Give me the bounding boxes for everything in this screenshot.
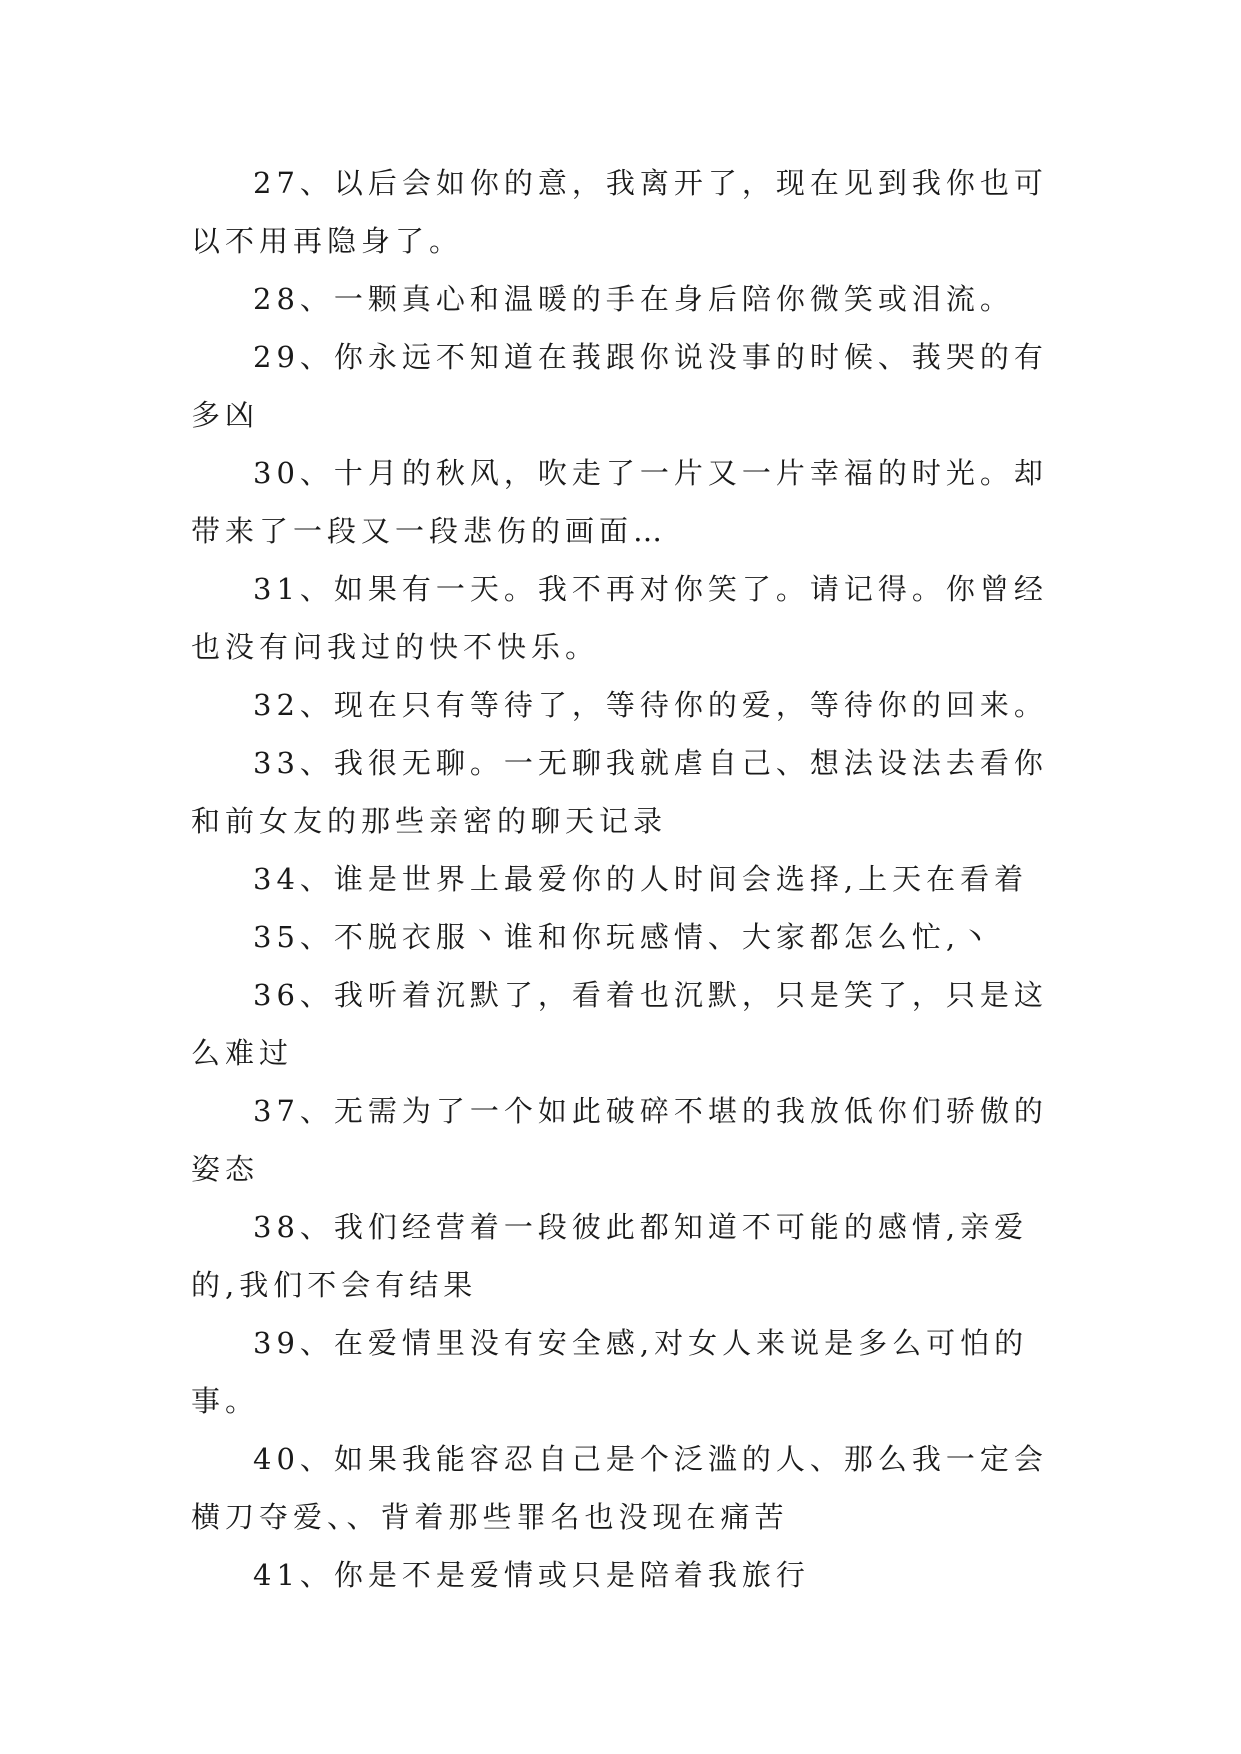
paragraph-31: 31、如果有一天。我不再对你笑了。请记得。你曾经也没有问我过的快不快乐。 [191,572,1048,664]
paragraph-39: 39、在爱情里没有安全感,对女人来说是多么可怕的事。 [191,1326,1029,1418]
paragraph-40: 40、如果我能容忍自己是个泛滥的人、那么我一定会横刀夺爱、、背着那些罪名也没现在痛苦 [191,1442,1048,1534]
paragraph-38: 38、我们经营着一段彼此都知道不可能的感情,亲爱的,我们不会有结果 [191,1210,1029,1302]
paragraph-33: 33、我很无聊。一无聊我就虐自己、想法设法去看你和前女友的那些亲密的聊天记录 [191,746,1048,838]
paragraph-34: 34、谁是世界上最爱你的人时间会选择,上天在看着 [253,862,1029,896]
paragraph-28: 28、一颗真心和温暖的手在身后陪你微笑或泪流。 [253,282,1014,316]
paragraph-41: 41、你是不是爱情或只是陪着我旅行 [253,1558,810,1592]
paragraph-36: 36、我听着沉默了，看着也沉默，只是笑了，只是这么难过 [191,978,1048,1070]
paragraph-29: 29、你永远不知道在莪跟你说没事的时候、莪哭的有多凶 [191,340,1048,432]
paragraph-27: 27、以后会如你的意，我离开了，现在见到我你也可以不用再隐身了。 [191,166,1048,258]
paragraph-32: 32、现在只有等待了，等待你的爱，等待你的回来。 [253,688,1048,722]
paragraph-30: 30、十月的秋风，吹走了一片又一片幸福的时光。却带来了一段又一段悲伤的画面… [191,456,1048,548]
document-body [191,154,1071,1604]
paragraph-35: 35、不脱衣服丶谁和你玩感情、大家都怎么忙,丶 [253,920,995,954]
paragraph-37: 37、无需为了一个如此破碎不堪的我放低你们骄傲的姿态 [191,1094,1048,1186]
